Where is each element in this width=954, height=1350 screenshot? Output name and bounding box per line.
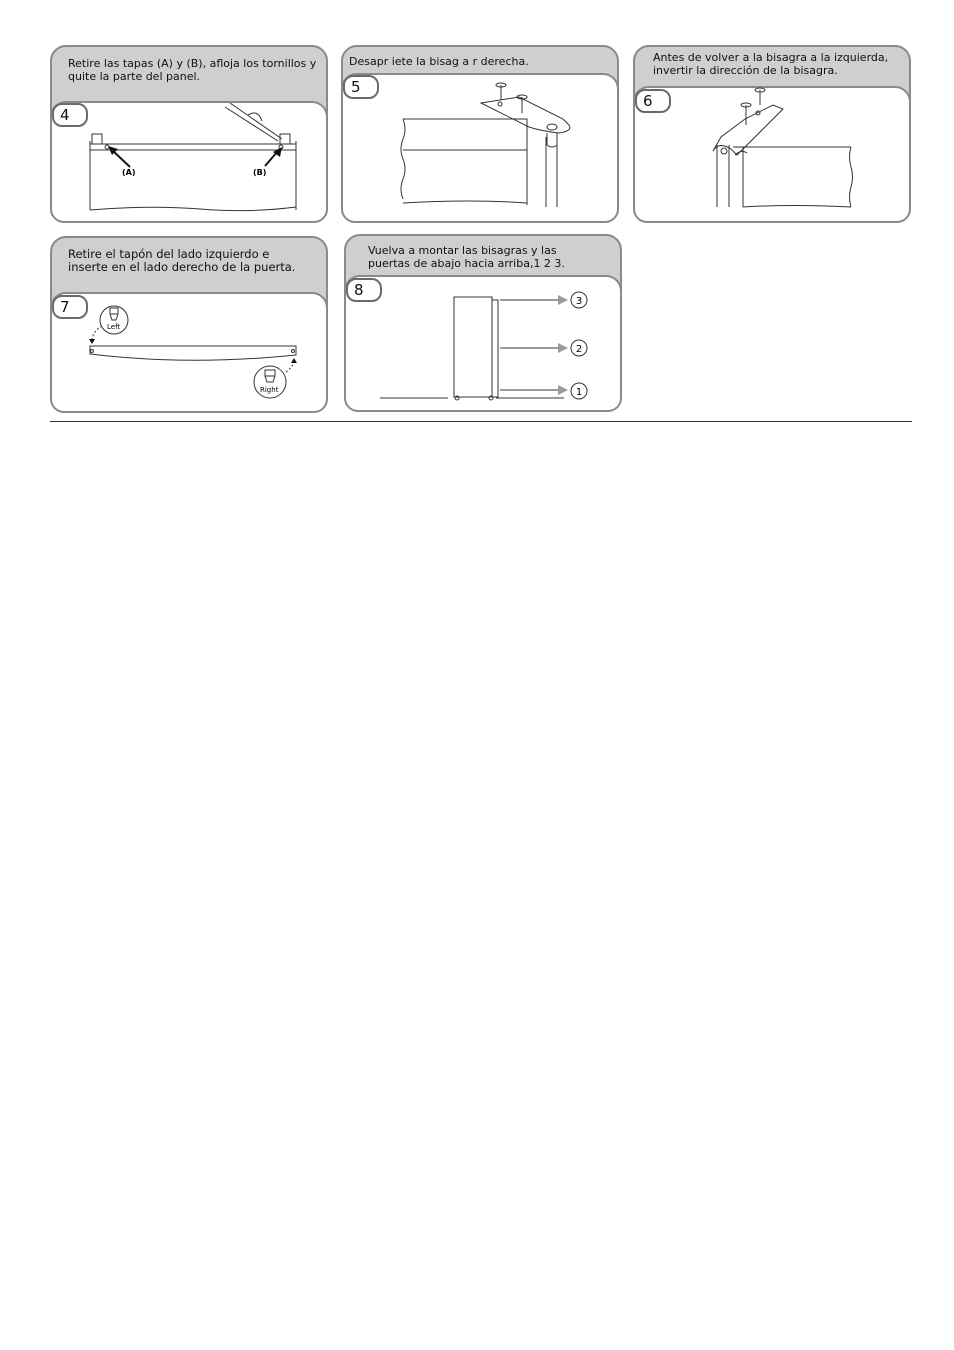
step-8-illustration [344,234,622,412]
label-two: 2 [575,344,583,355]
horizontal-divider [50,421,912,422]
step-6-number: 6 [635,89,671,113]
step-8-number: 8 [346,278,382,302]
step-5-panel [341,45,619,223]
step-8-caption: Vuelva a montar las bisagras y las puertas de abajo hacia arriba,1 2 3. [368,244,565,270]
step-7-number: 7 [52,295,88,319]
step-7-panel [50,236,328,413]
label-b: (B) [253,168,267,177]
step-7-illustration [50,236,328,413]
step-4-illustration [50,45,328,223]
step-6-illustration [633,45,911,223]
step-5-illustration [341,45,619,223]
step-5-number: 5 [343,75,379,99]
step-7-caption: Retire el tapón del lado izquierdo e inserte en el lado derecho de la puerta. [68,247,296,274]
step-4-caption: Retire las tapas (A) y (B), afloja los tornillos y quite la parte del panel. [68,57,317,83]
step-8-panel [344,234,622,412]
label-a: (A) [122,168,136,177]
step-4-panel [50,45,328,223]
step-4-number: 4 [52,103,88,127]
label-one: 1 [575,387,583,398]
step-6-caption: Antes de volver a la bisagra a la izquierda, invertir la dirección de la bisagra. [653,51,889,77]
step-5-caption: Desapr iete la bisag a r derecha. [349,55,529,68]
label-right: Right [260,386,279,394]
step-6-panel [633,45,911,223]
label-left: Left [107,323,121,331]
label-three: 3 [575,296,583,307]
